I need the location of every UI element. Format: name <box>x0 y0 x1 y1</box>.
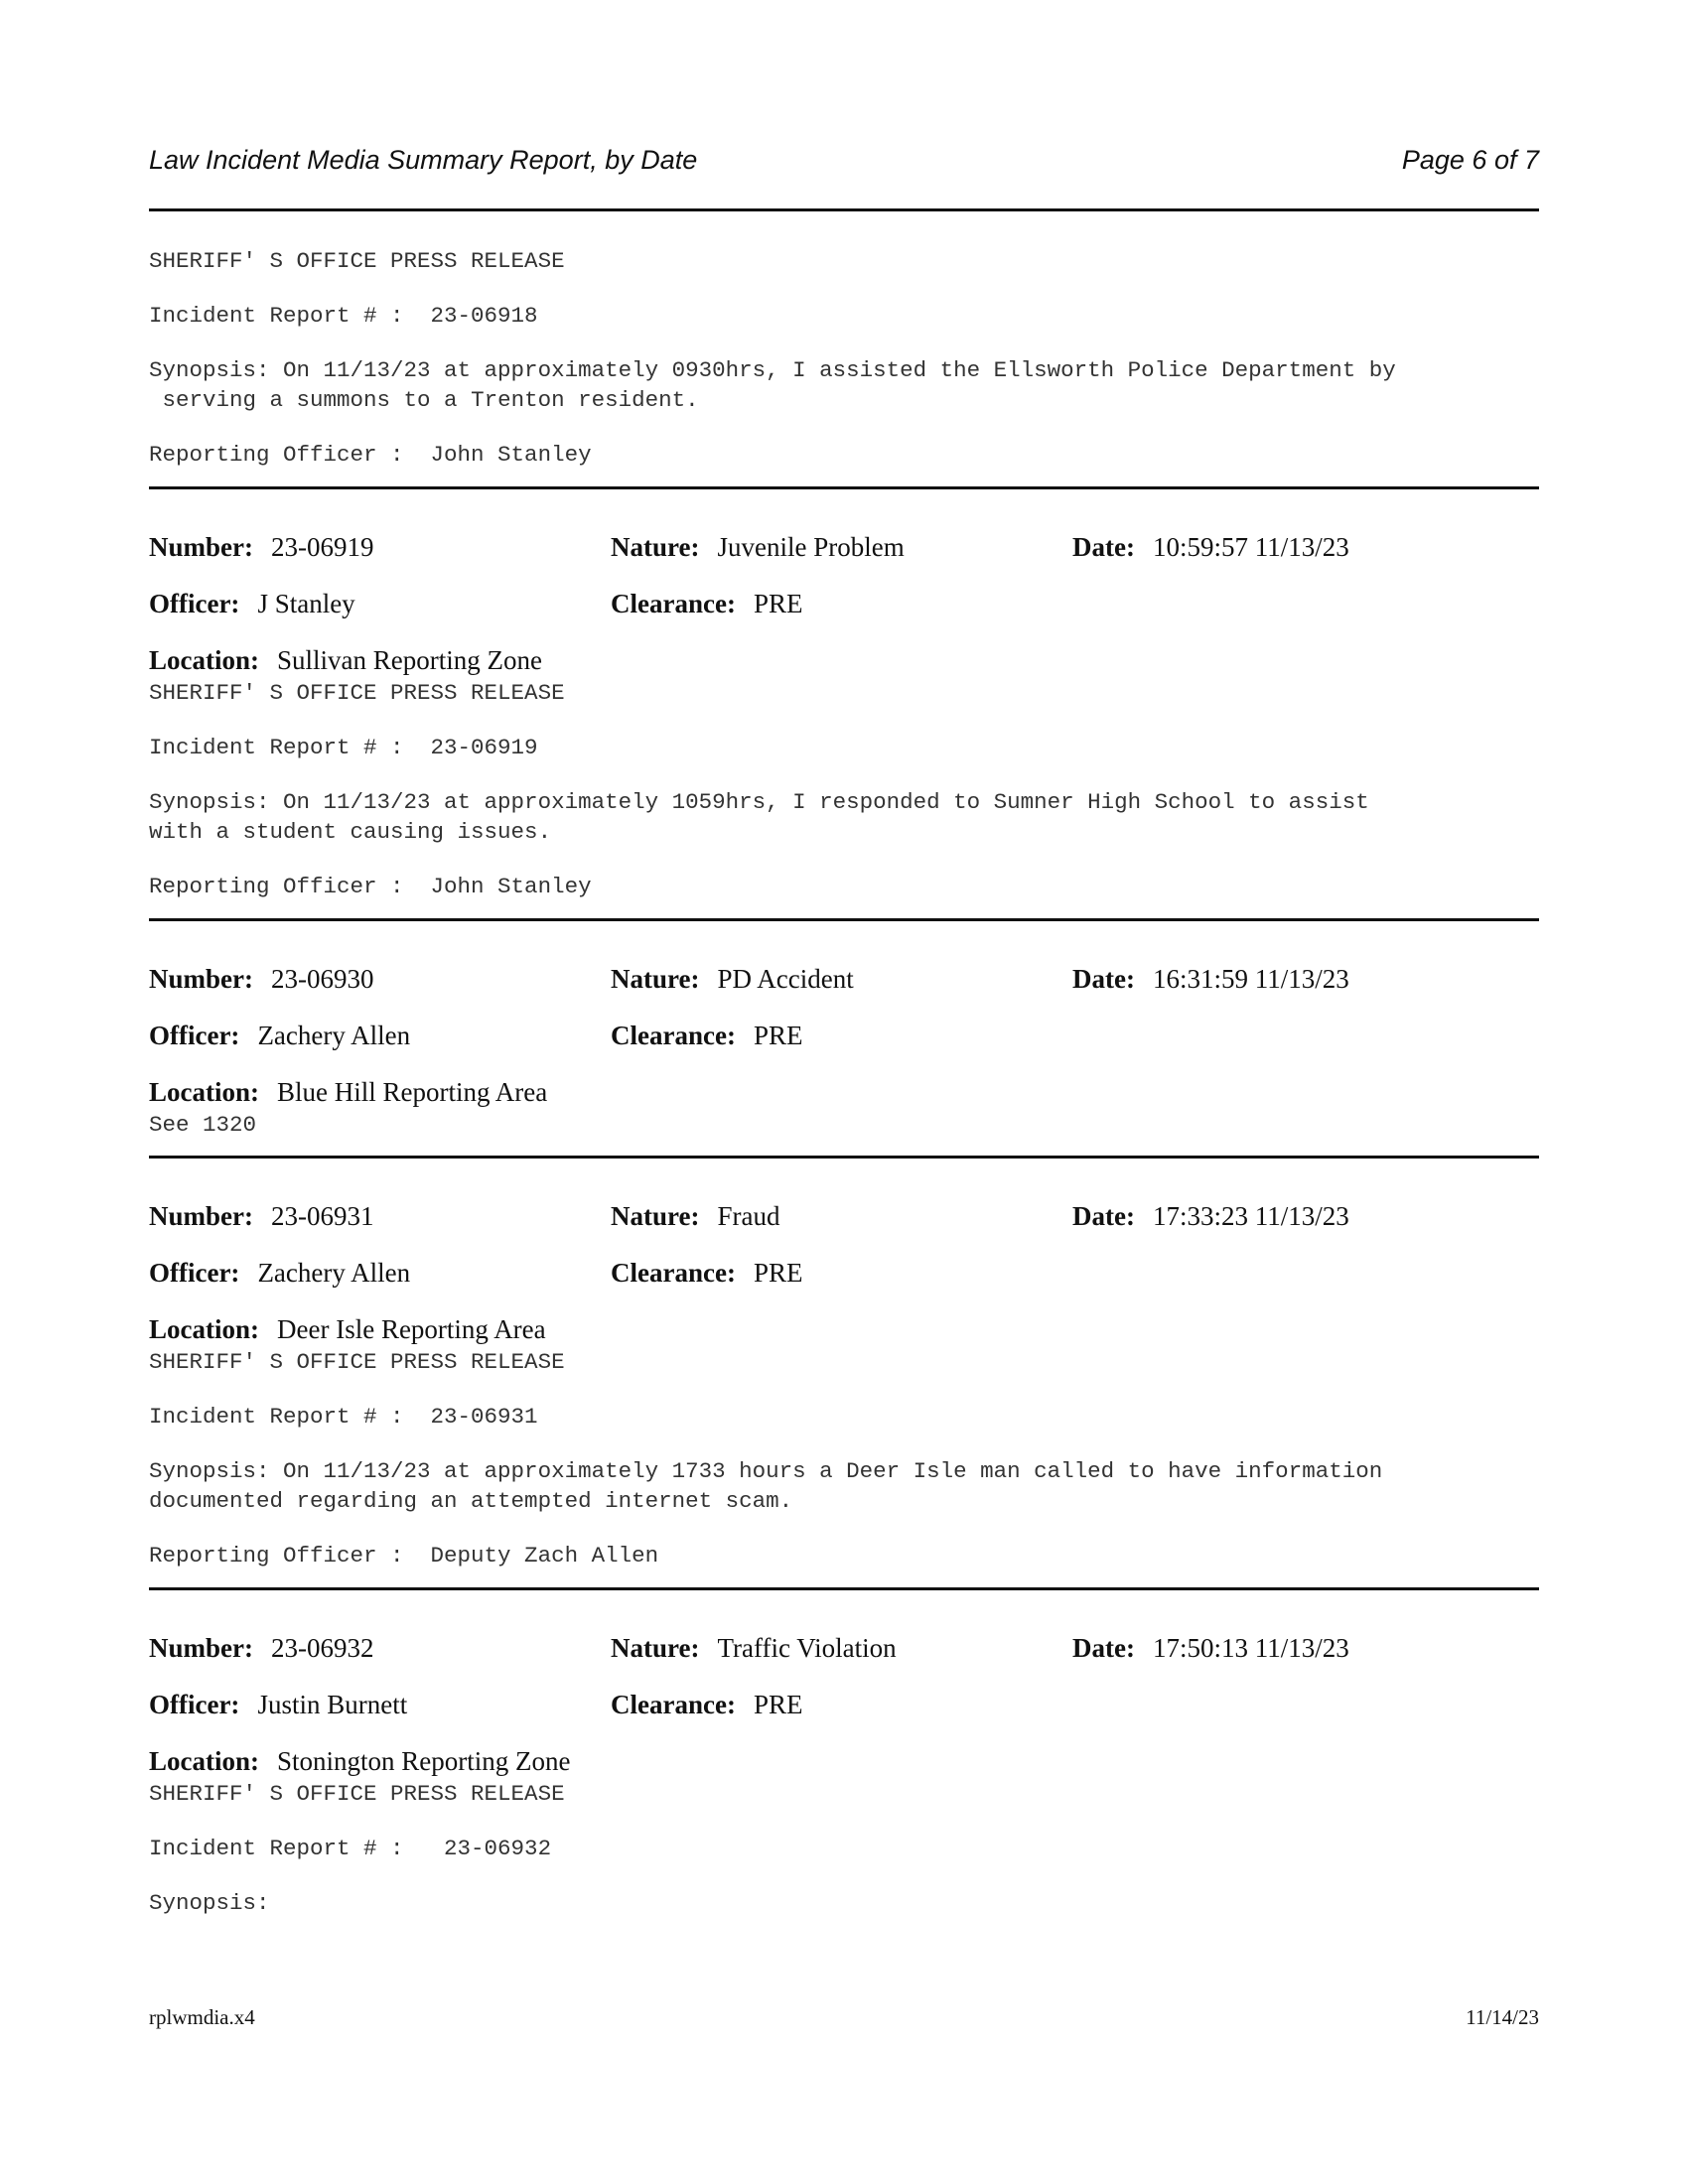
press-release-heading: SHERIFF' S OFFICE PRESS RELEASE <box>149 248 565 274</box>
incident-number-field <box>149 529 373 565</box>
nature-value: Juvenile Problem <box>717 532 905 562</box>
clearance-field <box>611 1687 802 1722</box>
location-field <box>149 1311 546 1347</box>
officer-label: Officer: <box>149 1258 240 1288</box>
press-release-heading: SHERIFF' S OFFICE PRESS RELEASE <box>149 1781 565 1807</box>
officer-label: Officer: <box>149 1021 240 1050</box>
clearance-value: PRE <box>753 1690 803 1719</box>
incident-number-field <box>149 961 373 997</box>
location-label: Location: <box>149 1746 259 1776</box>
incident-number: 23-06931 <box>270 1201 374 1231</box>
number-label: Number: <box>149 1201 253 1231</box>
synopsis-text: Synopsis: On 11/13/23 at approximately 1059hrs, I responded to Sumner High School to assist with a student causing issues. <box>149 789 1369 845</box>
incident-number-field <box>149 1630 373 1666</box>
reporting-officer: Reporting Officer : John Stanley <box>149 442 592 468</box>
page-number: Page 6 of 7 <box>1401 145 1539 175</box>
clearance-field <box>611 1255 802 1291</box>
synopsis-text: Synopsis: <box>149 1890 270 1916</box>
number-label: Number: <box>149 1633 253 1663</box>
clearance-field <box>611 1018 802 1053</box>
date-label: Date: <box>1072 532 1135 562</box>
nature-field <box>611 1198 779 1234</box>
nature-label: Nature: <box>611 964 700 994</box>
location-value: Blue Hill Reporting Area <box>277 1077 548 1107</box>
reporting-officer: Reporting Officer : Deputy Zach Allen <box>149 1543 659 1569</box>
nature-field <box>611 529 905 565</box>
nature-value: PD Accident <box>717 964 854 994</box>
incident-note: See 1320 <box>149 1112 257 1138</box>
officer-value: Zachery Allen <box>257 1021 411 1050</box>
date-value: 16:31:59 11/13/23 <box>1152 964 1349 994</box>
nature-field <box>611 1630 897 1666</box>
location-label: Location: <box>149 645 259 675</box>
incident-report-number: Incident Report # : 23-06918 <box>149 303 538 329</box>
clearance-value: PRE <box>753 589 803 618</box>
incident-number-field <box>149 1198 373 1234</box>
record-divider <box>149 1156 1539 1159</box>
date-field <box>1072 961 1349 997</box>
location-value: Stonington Reporting Zone <box>277 1746 571 1776</box>
incident-number: 23-06930 <box>270 964 374 994</box>
clearance-label: Clearance: <box>611 589 736 618</box>
report-title: Law Incident Media Summary Report, by Date <box>149 145 698 175</box>
footer-report-id: rplwmdia.x4 <box>149 2005 255 2029</box>
nature-value: Traffic Violation <box>717 1633 897 1663</box>
date-label: Date: <box>1072 964 1135 994</box>
header-rule <box>149 208 1539 211</box>
record-divider <box>149 486 1539 489</box>
location-label: Location: <box>149 1077 259 1107</box>
record-divider <box>149 918 1539 921</box>
clearance-label: Clearance: <box>611 1690 736 1719</box>
officer-field <box>149 1687 407 1722</box>
officer-label: Officer: <box>149 589 240 618</box>
clearance-label: Clearance: <box>611 1258 736 1288</box>
incident-number: 23-06919 <box>270 532 374 562</box>
reporting-officer: Reporting Officer : John Stanley <box>149 874 592 899</box>
date-label: Date: <box>1072 1633 1135 1663</box>
clearance-field <box>611 586 802 621</box>
officer-value: Justin Burnett <box>257 1690 408 1719</box>
officer-value: J Stanley <box>257 589 355 618</box>
location-field <box>149 1743 570 1779</box>
number-label: Number: <box>149 532 253 562</box>
clearance-label: Clearance: <box>611 1021 736 1050</box>
date-value: 17:33:23 11/13/23 <box>1152 1201 1349 1231</box>
location-label: Location: <box>149 1314 259 1344</box>
date-value: 10:59:57 11/13/23 <box>1152 532 1349 562</box>
press-release-heading: SHERIFF' S OFFICE PRESS RELEASE <box>149 1349 565 1375</box>
nature-label: Nature: <box>611 1633 700 1663</box>
nature-label: Nature: <box>611 1201 700 1231</box>
date-field <box>1072 529 1349 565</box>
date-field <box>1072 1630 1349 1666</box>
report-header <box>149 145 1539 185</box>
officer-label: Officer: <box>149 1690 240 1719</box>
clearance-value: PRE <box>753 1258 803 1288</box>
location-field <box>149 1074 547 1110</box>
nature-field <box>611 961 854 997</box>
officer-field <box>149 1018 410 1053</box>
officer-value: Zachery Allen <box>257 1258 411 1288</box>
nature-label: Nature: <box>611 532 700 562</box>
location-value: Sullivan Reporting Zone <box>277 645 542 675</box>
date-field <box>1072 1198 1349 1234</box>
officer-field <box>149 1255 410 1291</box>
report-page <box>149 0 1539 2184</box>
clearance-value: PRE <box>753 1021 803 1050</box>
incident-report-number: Incident Report # : 23-06919 <box>149 735 538 760</box>
number-label: Number: <box>149 964 253 994</box>
date-label: Date: <box>1072 1201 1135 1231</box>
location-value: Deer Isle Reporting Area <box>277 1314 546 1344</box>
officer-field <box>149 586 355 621</box>
nature-value: Fraud <box>717 1201 780 1231</box>
date-value: 17:50:13 11/13/23 <box>1152 1633 1349 1663</box>
synopsis-text: Synopsis: On 11/13/23 at approximately 0930hrs, I assisted the Ellsworth Police Department by serving a summons to a Trenton resident. <box>149 357 1396 413</box>
press-release-heading: SHERIFF' S OFFICE PRESS RELEASE <box>149 680 565 706</box>
incident-report-number: Incident Report # : 23-06931 <box>149 1404 538 1430</box>
synopsis-text: Synopsis: On 11/13/23 at approximately 1733 hours a Deer Isle man called to have information documented regarding an attempted internet scam. <box>149 1458 1383 1514</box>
record-divider <box>149 1587 1539 1590</box>
location-field <box>149 642 542 678</box>
incident-report-number: Incident Report # : 23-06932 <box>149 1836 552 1861</box>
footer-date: 11/14/23 <box>1466 2005 1539 2029</box>
incident-number: 23-06932 <box>270 1633 374 1663</box>
